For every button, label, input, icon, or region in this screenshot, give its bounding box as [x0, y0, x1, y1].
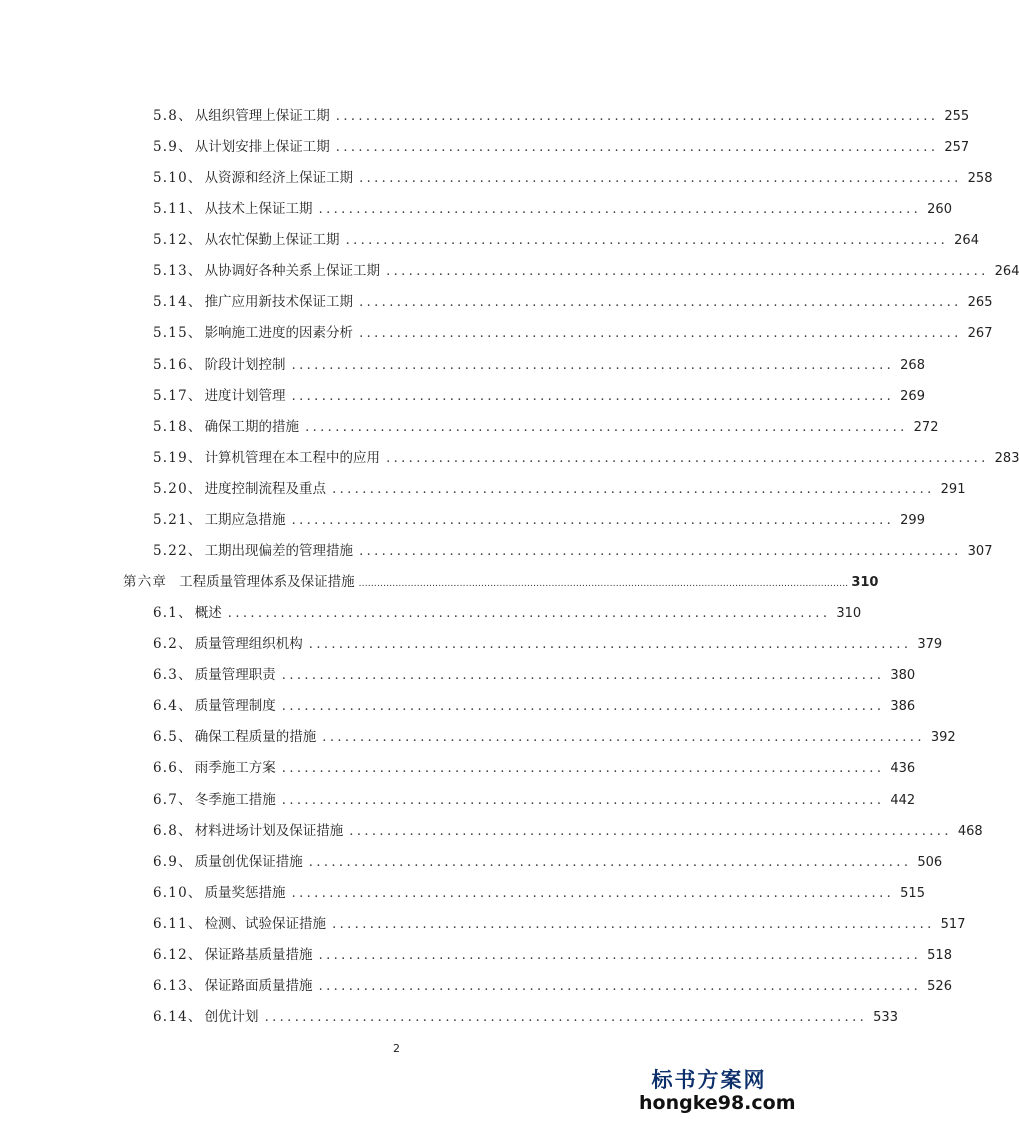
toc-entry-row[interactable]	[153, 632, 943, 653]
toc-entry-number: 5.15、	[153, 325, 203, 342]
toc-entry-row[interactable]	[153, 321, 993, 342]
toc-dot-leader: ................................................................................	[308, 854, 912, 870]
toc-page-number: 526	[927, 978, 952, 994]
toc-dot-leader: ................................................................................	[322, 730, 925, 746]
toc-dot-leader: ................................................................................	[386, 264, 989, 280]
toc-page-number: 258	[967, 171, 993, 187]
toc-page-number: 307	[967, 543, 993, 559]
toc-entry-number: 6.9、	[153, 853, 193, 870]
toc-dot-leader: ................................................................................	[291, 512, 895, 528]
toc-dot-leader: ................................................................................	[305, 419, 908, 435]
toc-entry-number: 5.13、	[153, 263, 203, 280]
watermark-cn: 标书方案网	[651, 1068, 767, 1092]
toc-dot-leader: ................................................................................	[281, 761, 885, 777]
toc-entry-row[interactable]	[153, 974, 952, 994]
toc-dot-leader: ................................................................................	[349, 823, 952, 839]
toc-entry-title: 从组织管理上保证工期	[194, 108, 330, 124]
toc-entry-number: 5.11、	[153, 201, 203, 218]
watermark-url: hongke98.com	[639, 1092, 796, 1114]
toc-page-number: 386	[890, 699, 916, 715]
watermark-logo	[639, 1064, 796, 1114]
toc-entry-row[interactable]	[153, 508, 925, 528]
toc-entry-title: 保证路面质量措施	[204, 977, 313, 994]
toc-entry-row[interactable]	[153, 694, 916, 715]
toc-dot-leader: ................................................................................	[318, 947, 922, 963]
toc-entry-title: 质量管理职责	[194, 667, 276, 684]
toc-entry-title: 质量管理组织机构	[194, 636, 303, 653]
toc-dot-leader: ................................................................................	[332, 916, 935, 932]
toc-entry-row[interactable]	[153, 1005, 898, 1026]
toc-dot-leader: ................................................................................	[359, 326, 962, 342]
toc-entry-row[interactable]	[153, 912, 966, 932]
toc-entry-row[interactable]	[153, 415, 939, 435]
toc-entry-number: 6.2、	[153, 636, 193, 653]
toc-page-number: 255	[944, 109, 970, 124]
toc-entry-number: 6.6、	[153, 760, 193, 777]
toc-entry-row[interactable]	[153, 259, 1019, 280]
toc-page-number: 272	[913, 419, 939, 435]
toc-dot-leader: ................................................................................	[332, 481, 935, 497]
toc-entry-row[interactable]	[153, 166, 993, 187]
toc-entry-title: 进度控制流程及重点	[204, 480, 327, 497]
toc-entry-number: 5.22、	[153, 542, 203, 559]
toc-dot-leader: ................................................................................	[264, 1010, 868, 1026]
toc-entry-title: 从资源和经济上保证工期	[204, 170, 354, 187]
toc-dot-leader: ................................................................................	[335, 109, 939, 124]
toc-entry-number: 5.8、	[153, 108, 193, 124]
toc-dot-leader: ................................................................................	[227, 606, 831, 622]
toc-page-number: 442	[890, 792, 916, 808]
toc-chapter-row[interactable]	[123, 570, 879, 591]
toc-page-number: 310	[836, 606, 862, 622]
toc-dot-leader: ................................................................................	[318, 202, 922, 218]
toc-dot-leader: ................................................................................	[281, 792, 885, 808]
toc-dot-leader: ................................................................................	[291, 885, 895, 901]
toc-entry-title: 质量管理制度	[194, 698, 276, 715]
toc-entry-number: 6.13、	[153, 977, 203, 994]
toc-dot-leader: ................................................................................	[335, 140, 939, 156]
toc-entry-row[interactable]	[153, 725, 956, 746]
toc-entry-title: 保证路基质量措施	[204, 946, 313, 963]
toc-entry-row[interactable]	[153, 539, 993, 559]
toc-entry-row[interactable]	[153, 446, 1019, 466]
toc-entry-row[interactable]	[153, 663, 916, 684]
toc-entry-title: 计算机管理在本工程中的应用	[204, 449, 381, 466]
toc-entry-row[interactable]	[153, 943, 952, 963]
toc-entry-title: 从计划安排上保证工期	[194, 139, 330, 156]
toc-dot-leader: ................................................................................	[359, 171, 962, 187]
toc-entry-title: 从协调好各种关系上保证工期	[204, 263, 381, 280]
toc-page-number: 291	[940, 481, 966, 497]
toc-entry-row[interactable]	[153, 290, 993, 311]
toc-entry-title: 工期应急措施	[204, 511, 286, 528]
toc-entry-title: 工期出现偏差的管理措施	[204, 542, 354, 559]
toc-entry-number: 6.1、	[153, 605, 193, 622]
toc-entry-row[interactable]	[153, 788, 916, 808]
toc-entry-row[interactable]	[153, 756, 916, 777]
toc-entry-number: 5.20、	[153, 480, 203, 497]
toc-entry-row[interactable]	[153, 104, 970, 124]
toc-dot-leader: ................................................................................	[359, 295, 962, 311]
toc-entry-title: 冬季施工措施	[194, 791, 276, 808]
toc-page-number: 268	[900, 357, 925, 373]
toc-entry-number: 5.14、	[153, 294, 203, 311]
toc-page-number: 310	[851, 575, 879, 591]
toc-page-number: 515	[900, 885, 925, 901]
toc-entry-number: 6.11、	[153, 915, 203, 932]
toc-entry-title: 推广应用新技术保证工期	[204, 294, 354, 311]
toc-dot-leader: ................................................................................	[291, 357, 895, 373]
toc-entry-title: 工程质量管理体系及保证措施	[179, 574, 355, 591]
toc-entry-row[interactable]	[153, 819, 983, 839]
toc-entry-number: 6.8、	[153, 822, 193, 839]
toc-dot-leader: ................................................................................	[386, 450, 989, 466]
toc-entry-number: 5.16、	[153, 356, 203, 373]
toc-page-number: 518	[927, 947, 952, 963]
toc-page-number: 269	[900, 388, 925, 404]
toc-entry-title: 检测、试验保证措施	[204, 915, 327, 932]
toc-entry-number: 6.12、	[153, 946, 203, 963]
toc-entry-row[interactable]	[153, 197, 952, 218]
toc-dot-leader: ................................................................................	[281, 699, 885, 715]
toc-page-number: 267	[967, 326, 993, 342]
toc-entry-number: 5.19、	[153, 449, 203, 466]
toc-entry-row[interactable]	[153, 353, 925, 373]
toc-dot-leader: ................................................................................	[345, 233, 949, 249]
toc-entry-title: 阶段计划控制	[204, 356, 286, 373]
toc-entry-title: 从农忙保勤上保证工期	[204, 232, 340, 249]
toc-page-number: 533	[873, 1010, 898, 1026]
toc-page-number: 265	[967, 295, 993, 311]
toc-entry-number: 5.9、	[153, 139, 193, 156]
toc-entry-number: 5.12、	[153, 232, 203, 249]
toc-page-number: 264	[994, 264, 1019, 280]
toc-page-number: 517	[940, 916, 966, 932]
toc-entry-number: 第六章	[123, 574, 168, 591]
toc-entry-number: 5.18、	[153, 418, 203, 435]
toc-entry-number: 6.14、	[153, 1009, 203, 1026]
toc-entry-row[interactable]	[153, 477, 966, 497]
toc-entry-number: 6.5、	[153, 729, 193, 746]
toc-entry-title: 从技术上保证工期	[204, 201, 313, 218]
toc-entry-title: 质量奖惩措施	[204, 884, 286, 901]
toc-entry-row[interactable]	[153, 135, 970, 156]
toc-entry-title: 影响施工进度的因素分析	[204, 325, 354, 342]
toc-entry-number: 6.4、	[153, 698, 193, 715]
toc-entry-number: 6.3、	[153, 667, 193, 684]
toc-page-number: 468	[957, 823, 983, 839]
toc-entry-title: 确保工程质量的措施	[194, 729, 317, 746]
toc-page-number: 257	[944, 140, 970, 156]
toc-page-number: 283	[994, 450, 1019, 466]
toc-dot-leader: ................................................................................	[359, 543, 962, 559]
toc-dot-leader: ................................................................................	[281, 668, 885, 684]
toc-dot-leader: ................................................................................................................................................................	[358, 579, 849, 590]
toc-page-number: 380	[890, 668, 916, 684]
toc-entry-title: 概述	[194, 605, 222, 622]
toc-entry-title: 材料进场计划及保证措施	[194, 822, 344, 839]
toc-page-number: 299	[900, 512, 925, 528]
toc-entry-number: 5.10、	[153, 170, 203, 187]
toc-entry-number: 6.10、	[153, 884, 203, 901]
toc-page-number: 506	[917, 854, 943, 870]
toc-dot-leader: ................................................................................	[308, 637, 912, 653]
toc-page-number: 264	[954, 233, 979, 249]
toc-entry-row[interactable]	[153, 228, 979, 249]
toc-page-number: 260	[927, 202, 952, 218]
toc-entry-title: 雨季施工方案	[194, 760, 276, 777]
toc-entry-row[interactable]	[153, 850, 943, 870]
toc-entry-number: 6.7、	[153, 791, 193, 808]
toc-entry-row[interactable]	[153, 601, 862, 622]
toc-page-number: 379	[917, 637, 943, 653]
toc-dot-leader: ................................................................................	[318, 978, 922, 994]
toc-page-number: 436	[890, 761, 916, 777]
toc-entry-number: 5.17、	[153, 387, 203, 404]
page-number: 2	[393, 1042, 400, 1055]
toc-entry-title: 确保工期的措施	[204, 418, 300, 435]
toc-entry-row[interactable]	[153, 881, 925, 901]
toc-entry-title: 质量创优保证措施	[194, 853, 303, 870]
toc-entry-title: 创优计划	[204, 1009, 259, 1026]
toc-entry-row[interactable]	[153, 384, 925, 404]
toc-dot-leader: ................................................................................	[291, 388, 895, 404]
toc-entry-number: 5.21、	[153, 511, 203, 528]
toc-page-number: 392	[930, 730, 956, 746]
toc-entry-title: 进度计划管理	[204, 387, 286, 404]
